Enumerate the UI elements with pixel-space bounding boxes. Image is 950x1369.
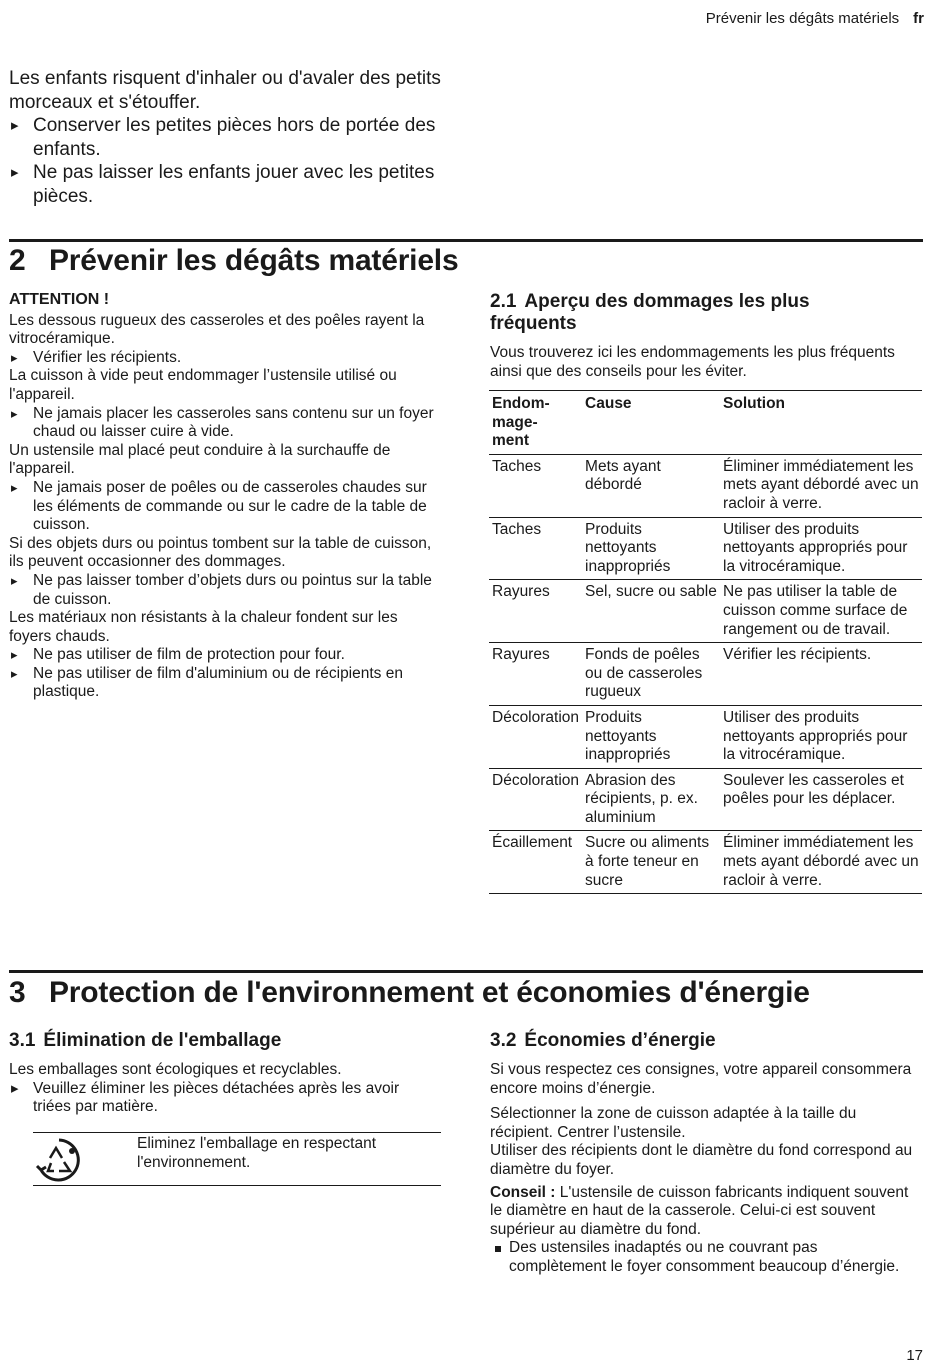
section-2-heading: [9, 244, 458, 278]
table-row: [489, 831, 922, 894]
subsection-number: 3.2: [490, 1030, 517, 1051]
table-row: [489, 517, 922, 580]
warning-bullet: ▸ Vérifier les récipients.: [9, 349, 439, 368]
section-rule: [9, 970, 923, 973]
warning-bullet: ▸ Ne jamais poser de poêles ou de casseroles chaudes sur les éléments de commande ou sur le cadre de la table de cuisson.: [9, 479, 439, 535]
column-header: Endom- mage- ment: [492, 395, 550, 450]
subsection-3-2-heading: [490, 1030, 716, 1052]
subsection-title: Élimination de l'emballage: [43, 1030, 282, 1051]
intro-block: [9, 67, 449, 208]
section-number: 2: [9, 244, 26, 277]
table-cell: Sel, sucre ou sable: [585, 583, 717, 601]
subsection-title: Aperçu des dommages les plus fréquents: [490, 291, 810, 334]
subsection-3-2-body: [490, 1061, 915, 1277]
energy-intro: Si vous respectez ces consignes, votre appareil consommera encore moins d’énergie.: [490, 1061, 912, 1097]
warning-bullet: ▸ Ne pas utiliser de film d'aluminium ou de récipients en plastique.: [9, 665, 439, 702]
subsection-2-1-intro: Vous trouverez ici les endommagements les plus fréquents ainsi que des conseils pour les éviter.: [490, 344, 895, 380]
recycling-icon: [35, 1136, 83, 1184]
table-cell: Éliminer immédiatement les mets ayant débordé avec un racloir à verre.: [723, 834, 919, 889]
header-lang: fr: [913, 10, 924, 27]
subsection-number: 3.1: [9, 1030, 36, 1051]
warning-text: La cuisson à vide peut endommager l’ustensile utilisé ou l'appareil.: [9, 367, 397, 403]
tip-label: Conseil :: [490, 1183, 556, 1201]
subsection-number: 2.1: [490, 291, 517, 312]
table-row: [489, 768, 922, 831]
column-header: Cause: [585, 395, 632, 412]
attention-label: ATTENTION !: [9, 291, 110, 308]
table-cell: Sucre ou aliments à forte teneur en sucre: [585, 834, 710, 889]
section-title: Prévenir les dégâts matériels: [49, 244, 459, 277]
table-cell: Fonds de poêles ou de casseroles rugueux: [585, 646, 703, 701]
table-cell: Produits nettoyants inappropriés: [585, 708, 671, 764]
table-cell: Abrasion des récipients, p. ex. aluminium: [585, 771, 698, 826]
damage-table-wrap: [489, 390, 922, 894]
energy-bullet: Des ustensiles inadaptés ou ne couvrant pas complètement le foyer consomment beaucoup d’énergie.: [490, 1239, 915, 1276]
table-cell: Rayures: [492, 646, 550, 664]
table-cell: Taches: [492, 520, 542, 538]
table-cell: Ne pas utiliser la table de cuisson comme surface de rangement ou de travail.: [723, 583, 908, 638]
energy-text: Utiliser des récipients dont le diamètre du fond correspond au diamètre du foyer.: [490, 1142, 913, 1178]
table-header-row: [489, 391, 922, 455]
section-number: 3: [9, 976, 26, 1009]
table-cell: Soulever les casseroles et poêles pour les déplacer.: [723, 771, 904, 808]
warning-text: Les matériaux non résistants à la chaleur fondent sur les foyers chauds.: [9, 609, 398, 645]
table-row: [489, 580, 922, 643]
packaging-bullet: ▸ Veuillez éliminer les pièces détachées après les avoir triées par matière.: [9, 1080, 439, 1117]
section-title: Protection de l'environnement et économies d'énergie: [49, 976, 810, 1009]
table-cell: Décoloration: [492, 708, 580, 726]
packaging-text: Les emballages sont écologiques et recyclables.: [9, 1061, 342, 1078]
warning-text: Si des objets durs ou pointus tombent sur la table de cuisson, ils peuvent occasionner des dommages.: [9, 534, 432, 571]
table-cell: Décoloration: [492, 771, 580, 789]
table-cell: Mets ayant débordé: [585, 457, 661, 494]
table-cell: Taches: [492, 457, 542, 475]
table-row: [489, 705, 922, 768]
section-3-heading: [9, 976, 810, 1010]
table-row: [489, 643, 922, 706]
table-cell: Écaillement: [492, 834, 573, 852]
recycling-text: Eliminez l'emballage en respectant l'environnement.: [137, 1135, 377, 1171]
warning-bullet: ▸ Ne pas utiliser de film de protection pour four.: [9, 646, 439, 665]
energy-text: Sélectionner la zone de cuisson adaptée à la taille du récipient. Centrer l’ustensile.: [490, 1105, 857, 1141]
table-cell: Vérifier les récipients.: [723, 646, 872, 664]
intro-paragraph: Les enfants risquent d'inhaler ou d'avaler des petits morceaux et s'étouffer.: [9, 68, 441, 113]
intro-bullet: ▸ Ne pas laisser les enfants jouer avec les petites pièces.: [9, 161, 449, 208]
subsection-2-1-heading: [490, 291, 890, 335]
running-header: [706, 10, 924, 27]
warning-text: Les dessous rugueux des casseroles et des poêles rayent la vitrocéramique.: [9, 311, 425, 348]
energy-tip: [490, 1184, 915, 1240]
recycling-box: [33, 1132, 441, 1186]
subsection-3-1-body: [9, 1061, 439, 1117]
table-row: [489, 454, 922, 517]
subsection-3-1-heading: [9, 1030, 281, 1052]
column-header: Solution: [723, 395, 786, 412]
warning-bullet: ▸ Ne jamais placer les casseroles sans contenu sur un foyer chaud ou laisser cuire à vide.: [9, 405, 439, 442]
table-cell: Produits nettoyants inappropriés: [585, 520, 671, 575]
intro-bullet: ▸ Conserver les petites pièces hors de portée des enfants.: [9, 114, 449, 161]
damage-table: [489, 390, 922, 894]
warning-block: [9, 291, 439, 702]
table-cell: Utiliser des produits nettoyants appropriés pour la vitrocéramique.: [723, 708, 908, 764]
table-cell: Utiliser des produits nettoyants appropriés pour la vitrocéramique.: [723, 520, 908, 575]
section-rule: [9, 239, 923, 242]
warning-text: Un ustensile mal placé peut conduire à la surchauffe de l'appareil.: [9, 441, 391, 478]
tip-text: L'ustensile de cuisson fabricants indiquent souvent le diamètre en haut de la casserole. Celui-ci est souvent supérieur au diamètre du fond.: [490, 1183, 909, 1238]
header-title: Prévenir les dégâts matériels: [705, 10, 900, 27]
table-cell: Rayures: [492, 583, 550, 601]
table-cell: Éliminer immédiatement les mets ayant débordé avec un racloir à verre.: [723, 457, 919, 512]
warning-bullet: ▸ Ne pas laisser tomber d’objets durs ou pointus sur la table de cuisson.: [9, 572, 439, 609]
subsection-title: Économies d’énergie: [524, 1030, 716, 1051]
page-number: 17: [906, 1347, 923, 1364]
